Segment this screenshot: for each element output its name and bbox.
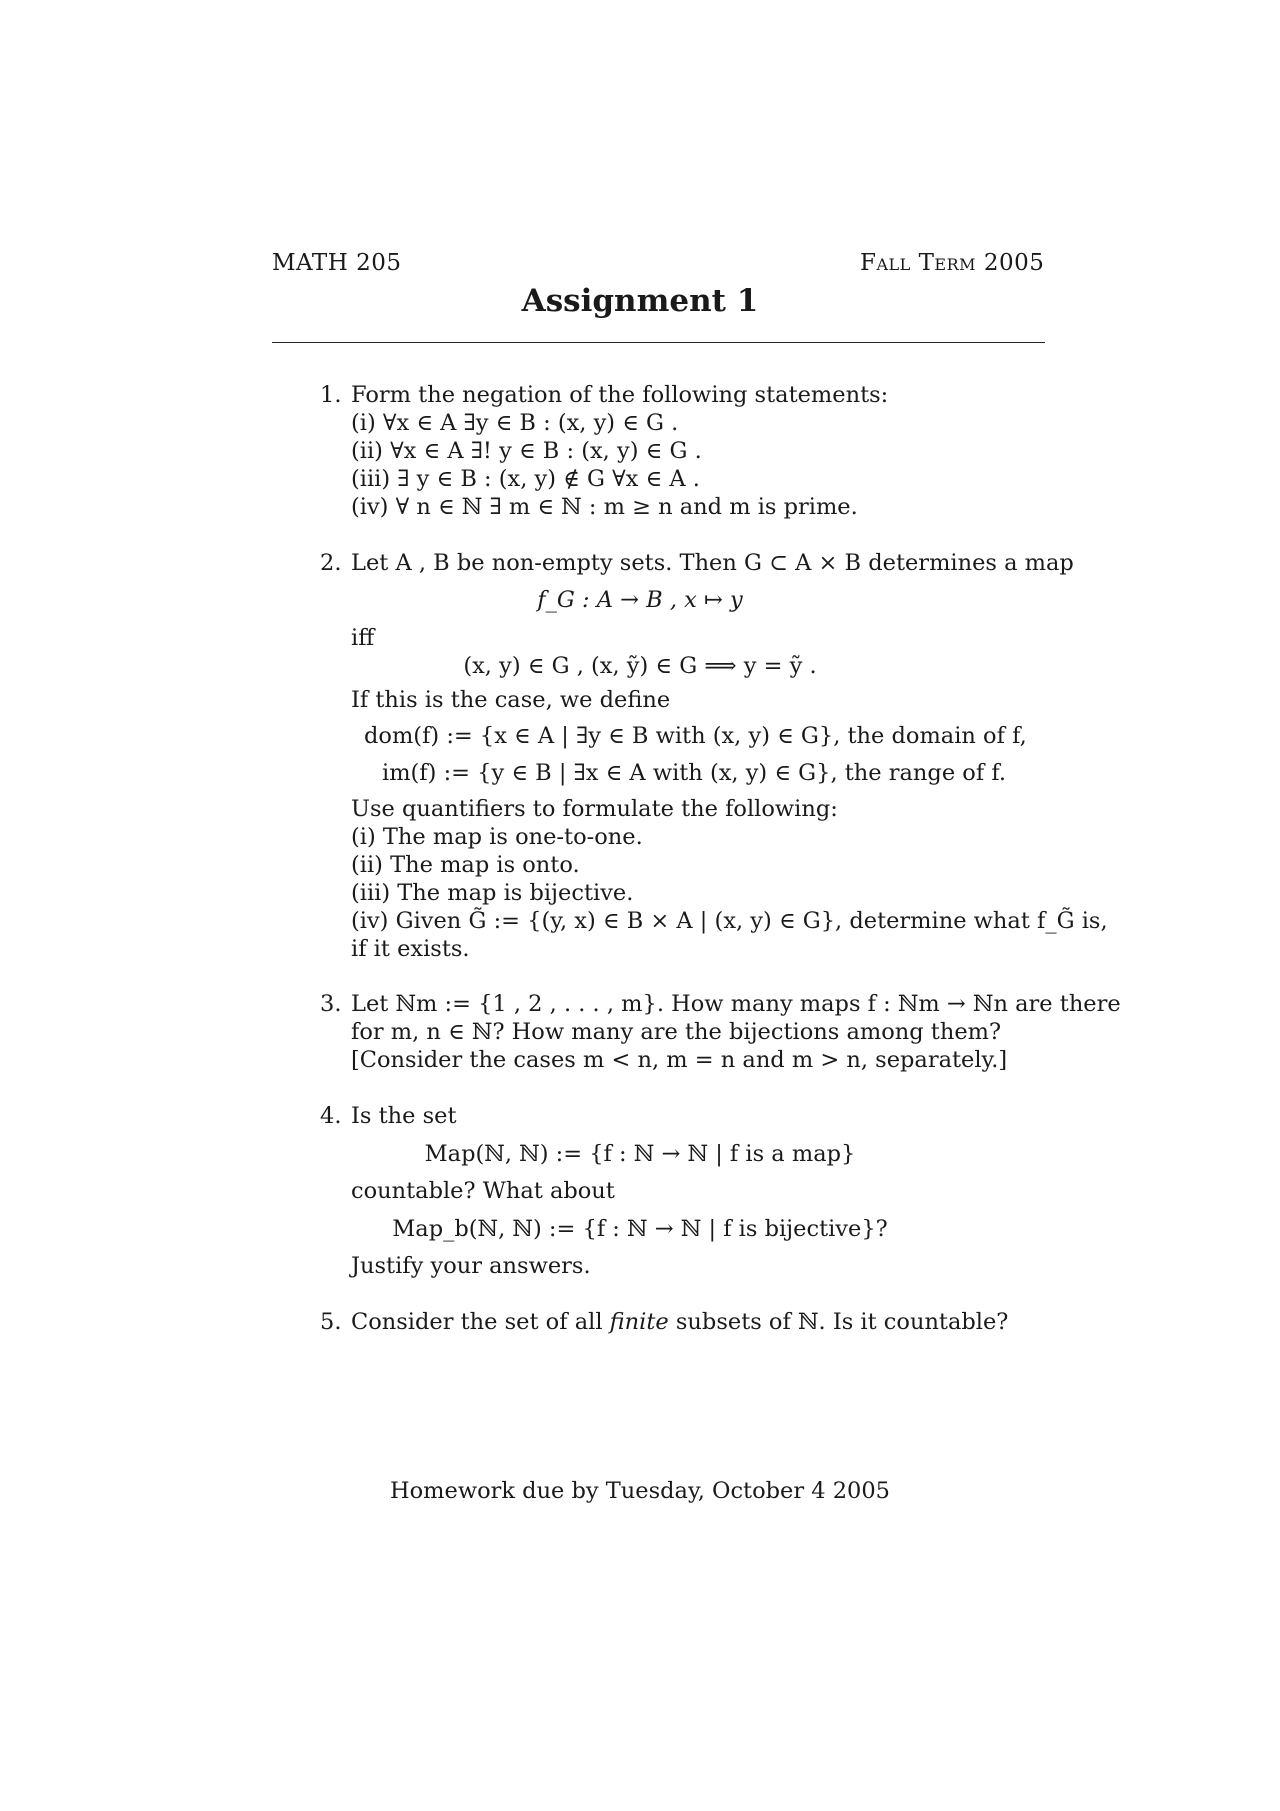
problem-3-number: 3.: [320, 991, 342, 1017]
problem-2-item: if it exists.: [351, 936, 470, 962]
problem-5-line: [351, 1308, 1008, 1336]
problem-2-im-definition: im(f) := {y ∈ B | ∃x ∈ A with (x, y) ∈ G}, the range of f.: [382, 760, 1007, 786]
problem-2-item: (iii) The map is bijective.: [351, 880, 634, 906]
header-divider: [272, 342, 1045, 343]
problem-4-number: 4.: [320, 1103, 342, 1129]
problem-4-mid: countable? What about: [351, 1178, 615, 1204]
problem-1-line: (iv) ∀ n ∈ ℕ ∃ m ∈ ℕ : m ≥ n and m is prime.: [351, 494, 858, 520]
problem-2-item: (ii) The map is onto.: [351, 852, 580, 878]
problem-5-emph: finite: [609, 1309, 669, 1335]
problem-1-number: 1.: [320, 382, 342, 408]
problem-1-line: Form the negation of the following statements:: [351, 382, 889, 408]
problem-4-intro: Is the set: [351, 1103, 457, 1129]
problem-2-intro: Let A , B be non-empty sets. Then G ⊂ A × B determines a map: [351, 550, 1074, 576]
problem-2-item: (iv) Given G̃ := {(y, x) ∈ B × A | (x, y) ∈ G}, determine what f_G̃ is,: [351, 908, 1108, 934]
course-label: MATH 205: [272, 250, 402, 276]
problem-4-display-bijective: Map_b(ℕ, ℕ) := {f : ℕ → ℕ | f is bijective}?: [392, 1216, 888, 1242]
problem-2-item: (i) The map is one-to-one.: [351, 824, 643, 850]
problem-3-line: [Consider the cases m < n, m = n and m > n, separately.]: [351, 1047, 1008, 1073]
problem-3-line: for m, n ∈ ℕ? How many are the bijections among them?: [351, 1019, 1002, 1045]
term-label: Fall Term 2005: [860, 250, 1045, 276]
problem-2-quant-intro: Use quantifiers to formulate the following:: [351, 796, 838, 822]
problem-2-number: 2.: [320, 550, 342, 576]
problem-5-number: 5.: [320, 1309, 342, 1335]
problem-1-line: (ii) ∀x ∈ A ∃! y ∈ B : (x, y) ∈ G .: [351, 438, 702, 464]
problem-1-line: (iii) ∃ y ∈ B : (x, y) ∉ G ∀x ∈ A .: [351, 466, 700, 492]
problem-3-line: Let ℕm := {1 , 2 , . . . , m}. How many maps f : ℕm → ℕn are there: [351, 991, 1121, 1017]
problem-2-iff: iff: [351, 625, 375, 651]
due-date-footer: Homework due by Tuesday, October 4 2005: [390, 1478, 890, 1504]
problem-4-display-map: Map(ℕ, ℕ) := {f : ℕ → ℕ | f is a map}: [424, 1141, 856, 1167]
problem-5-pre: Consider the set of all: [351, 1309, 610, 1335]
problem-4-outro: Justify your answers.: [351, 1253, 591, 1279]
problem-2-condition: (x, y) ∈ G , (x, ỹ) ∈ G ⟹ y = ỹ .: [463, 653, 817, 679]
page-title: Assignment 1: [521, 283, 759, 319]
problem-1-line: (i) ∀x ∈ A ∃y ∈ B : (x, y) ∈ G .: [351, 410, 679, 436]
problem-2-define-intro: If this is the case, we define: [351, 687, 671, 713]
problem-2-dom-definition: dom(f) := {x ∈ A | ∃y ∈ B with (x, y) ∈ G}, the domain of f,: [364, 723, 1027, 749]
problem-2-map-display: f_G : A → B , x ↦ y: [537, 587, 743, 613]
problem-5-post: subsets of ℕ. Is it countable?: [668, 1309, 1009, 1335]
